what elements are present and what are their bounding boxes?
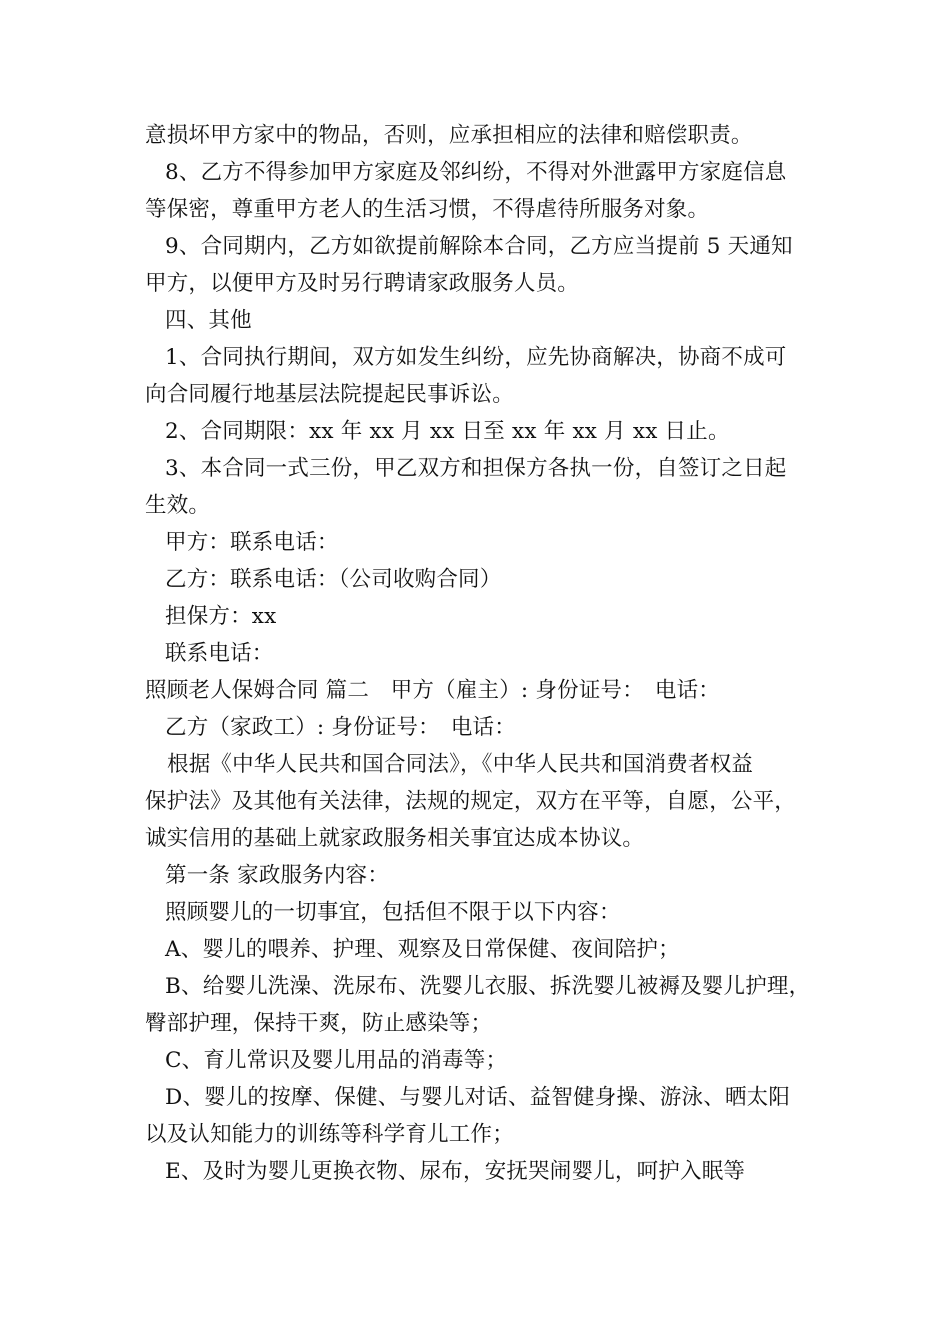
text-line: 以及认知能力的训练等科学育儿工作；	[145, 1122, 514, 1147]
text-line: 保护法》及其他有关法律，法规的规定，双方在平等，自愿，公平，	[145, 789, 797, 814]
party-a-contact: 甲方：联系电话：	[165, 530, 339, 555]
text-line: 意损坏甲方家中的物品，否则，应承担相应的法律和赔偿职责。	[145, 123, 753, 148]
guarantor-line: 担保方：xx	[165, 604, 277, 629]
text-line: 等保密，尊重甲方老人的生活习惯，不得虐待所服务对象。	[145, 197, 710, 222]
clause-1-line: 1、合同执行期间，双方如发生纠纷，应先协商解决，协商不成可	[165, 345, 787, 370]
clause-8-line: 8、乙方不得参加甲方家庭及邻纠纷，不得对外泄露甲方家庭信息	[165, 160, 787, 185]
text-line: 臀部护理，保持干爽，防止感染等；	[145, 1011, 493, 1036]
text-line: 向合同履行地基层法院提起民事诉讼。	[145, 382, 514, 407]
text-line: 生效。	[145, 493, 211, 518]
text-line: 照顾婴儿的一切事宜，包括但不限于以下内容：	[165, 900, 621, 925]
preamble-line: 根据《中华人民共和国合同法》，《中华人民共和国消费者权益	[167, 752, 754, 777]
party-b-contact: 乙方：联系电话：（公司收购合同）	[165, 567, 502, 592]
clause-9-line: 9、合同期内，乙方如欲提前解除本合同，乙方应当提前 5 天通知	[165, 234, 793, 259]
party-b-id-line: 乙方（家政工）: 身份证号： 电话：	[165, 715, 516, 740]
item-e-line: E、及时为婴儿更换衣物、尿布，安抚哭闹婴儿，呵护入眠等	[165, 1159, 746, 1184]
article-one-heading: 第一条 家政服务内容：	[165, 863, 390, 888]
item-c-line: C、育儿常识及婴儿用品的消毒等；	[165, 1048, 508, 1073]
clause-2-line: 2、合同期限：xx 年 xx 月 xx 日至 xx 年 xx 月 xx 日止。	[165, 419, 730, 444]
text-line: 诚实信用的基础上就家政服务相关事宜达成本协议。	[145, 826, 645, 851]
section-heading-other: 四、其他	[165, 308, 252, 333]
document-body	[145, 117, 815, 1190]
contact-phone-line: 联系电话：	[165, 641, 274, 666]
item-d-line: D、婴儿的按摩、保健、与婴儿对话、益智健身操、游泳、晒太阳	[165, 1085, 791, 1110]
item-b-line: B、给婴儿洗澡、洗尿布、洗婴儿衣服、拆洗婴儿被褥及婴儿护理，	[165, 974, 811, 999]
contract-part-two-heading: 照顾老人保姆合同 篇二 甲方（雇主）: 身份证号： 电话：	[145, 678, 720, 703]
clause-3-line: 3、本合同一式三份，甲乙双方和担保方各执一份，自签订之日起	[165, 456, 787, 481]
item-a-line: A、婴儿的喂养、护理、观察及日常保健、夜间陪护；	[165, 937, 680, 962]
text-line: 甲方，以便甲方及时另行聘请家政服务人员。	[145, 271, 580, 296]
